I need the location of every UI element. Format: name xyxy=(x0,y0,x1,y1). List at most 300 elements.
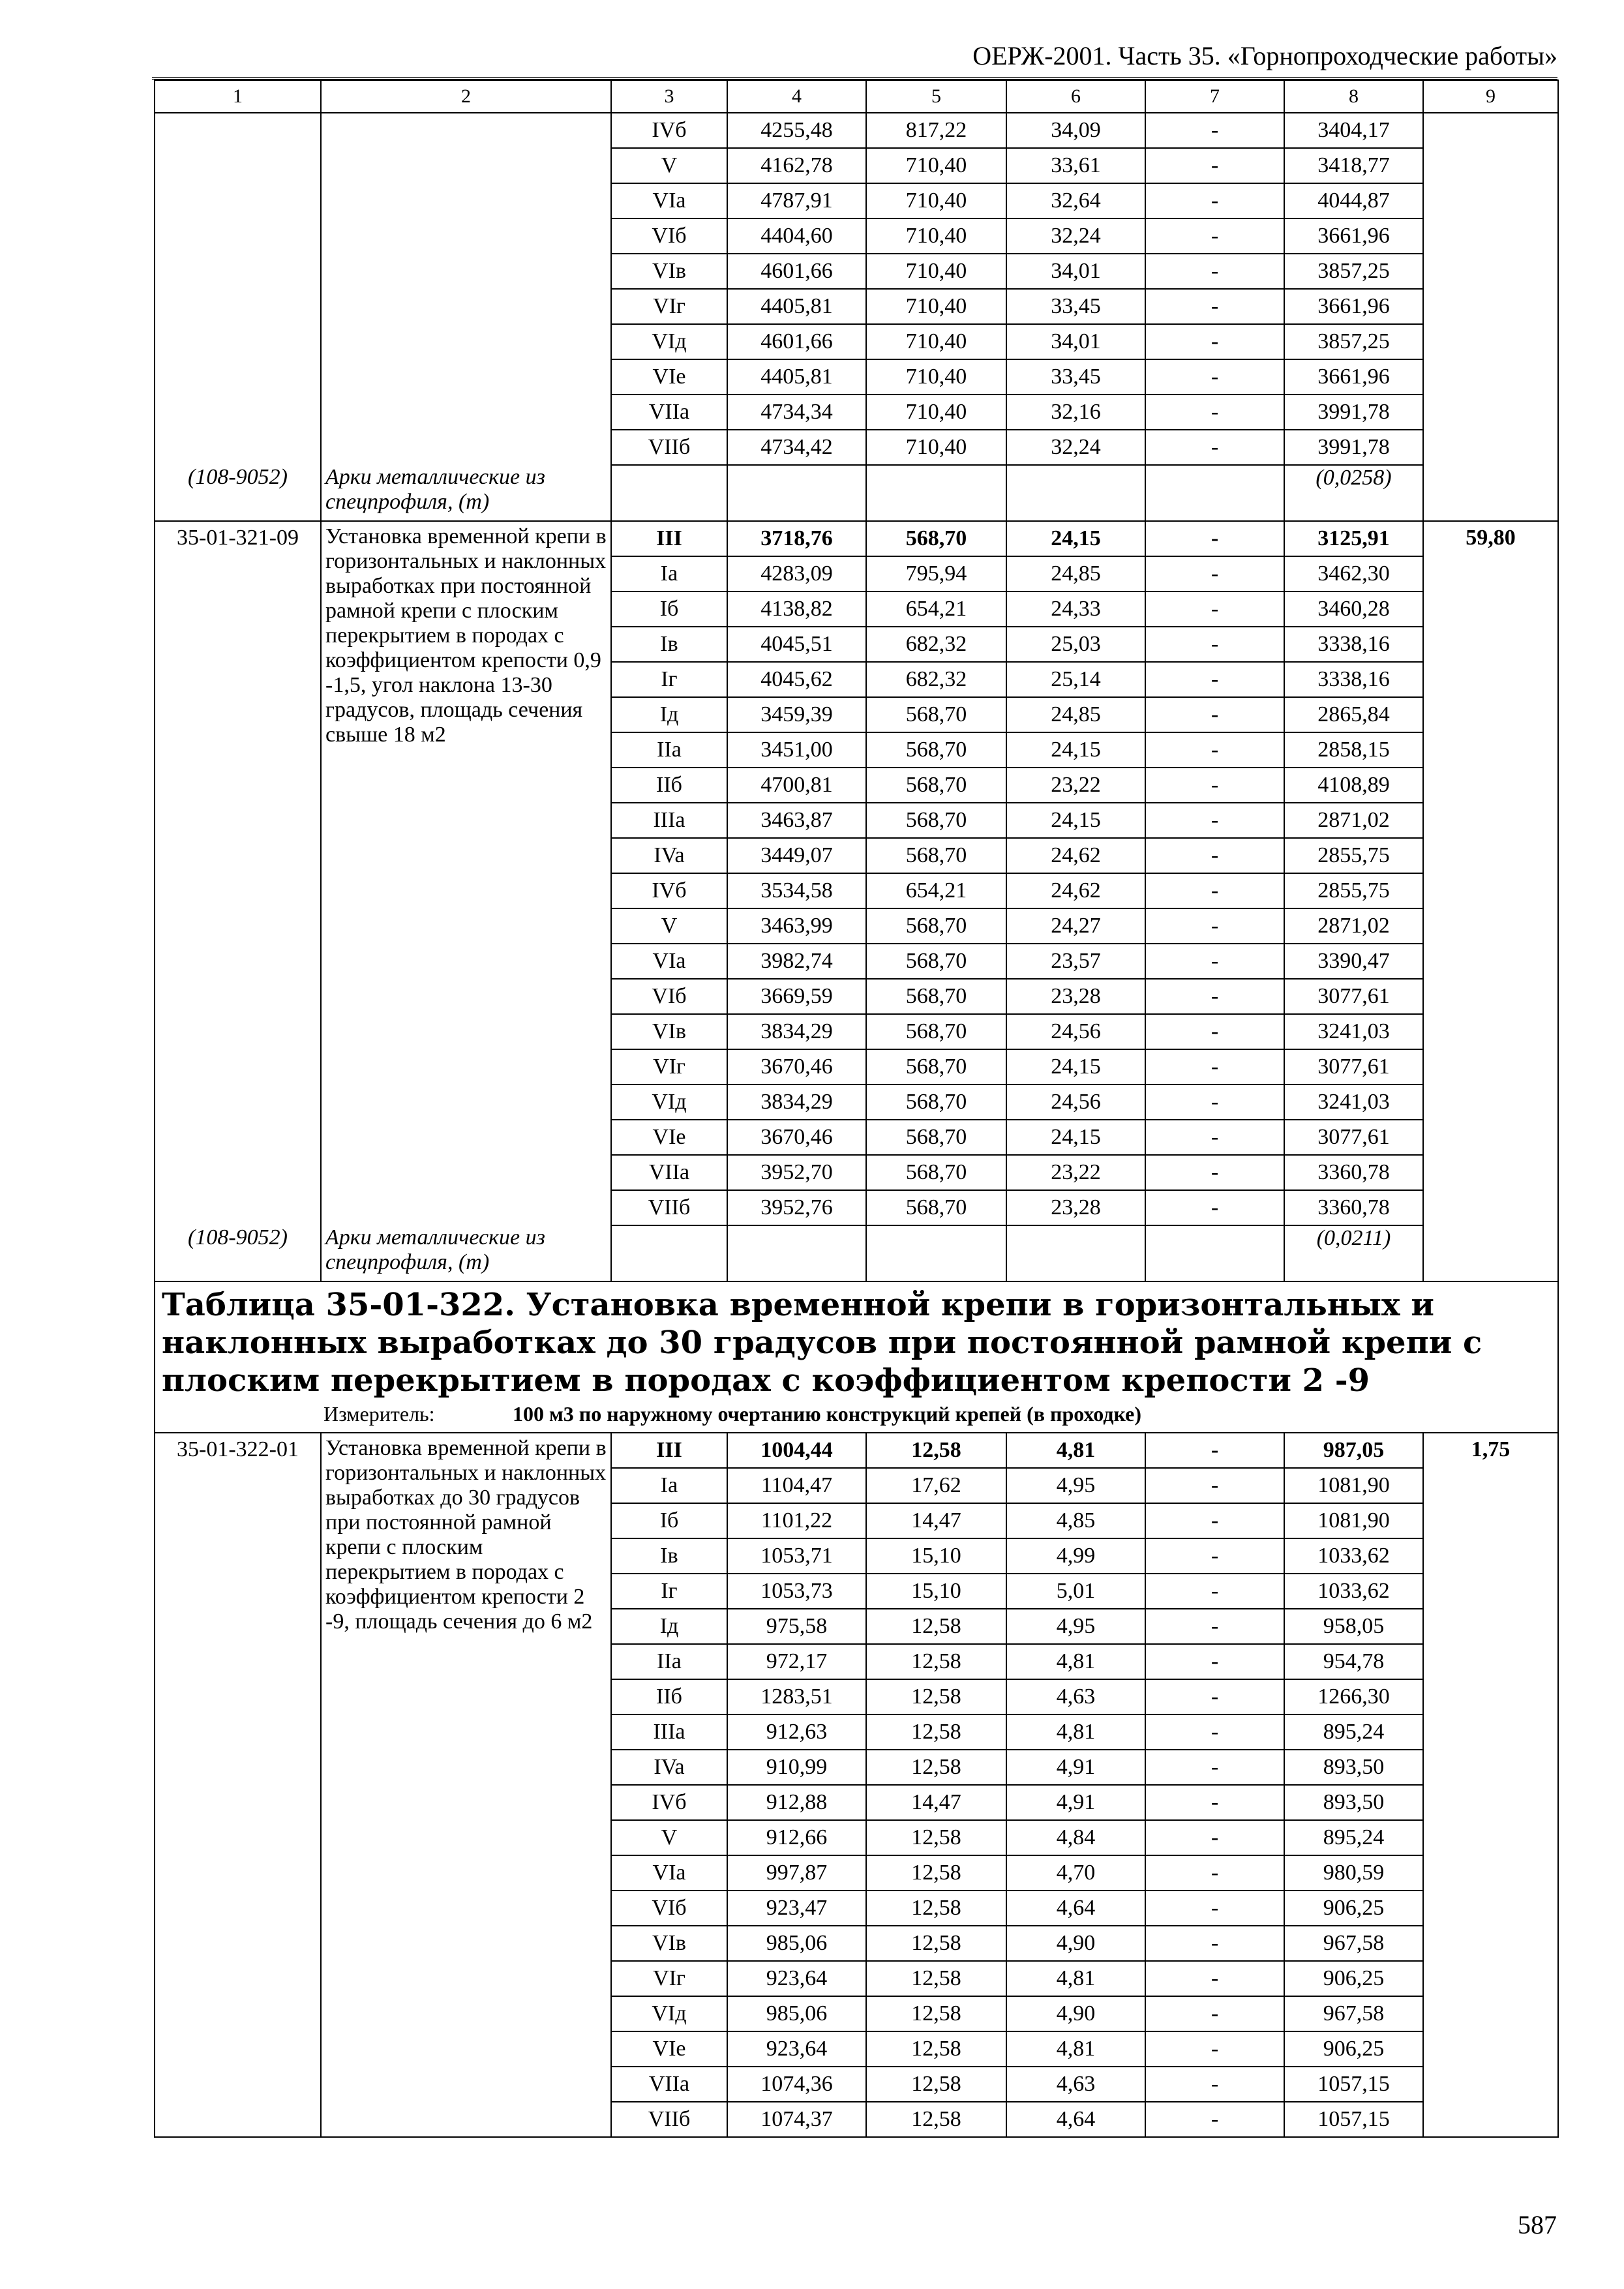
table-cell: 4787,91 xyxy=(727,183,866,218)
table-cell: - xyxy=(1145,1609,1284,1644)
table-cell: 4,81 xyxy=(1006,1644,1145,1679)
column-header: 7 xyxy=(1145,80,1284,113)
table-cell: 1053,71 xyxy=(727,1538,866,1574)
table-cell: - xyxy=(1145,148,1284,183)
table-cell: 4,63 xyxy=(1006,1679,1145,1714)
table-cell: 568,70 xyxy=(866,697,1006,732)
table-cell: 568,70 xyxy=(866,1120,1006,1155)
table-cell: 3982,74 xyxy=(727,944,866,979)
table-cell: 12,58 xyxy=(866,1609,1006,1644)
table-cell: 12,58 xyxy=(866,1961,1006,1996)
table-cell: 954,78 xyxy=(1284,1644,1423,1679)
table-cell: - xyxy=(1145,697,1284,732)
table-cell: 795,94 xyxy=(866,556,1006,591)
table-cell: 4,95 xyxy=(1006,1609,1145,1644)
column-header: 8 xyxy=(1284,80,1423,113)
resource-name: Арки металлические из спецпрофиля, (т) xyxy=(321,1225,611,1281)
table-cell: 4405,81 xyxy=(727,289,866,324)
table-cell: 967,58 xyxy=(1284,1996,1423,2031)
resource-code: (108-9052) xyxy=(155,1225,321,1281)
table-cell: 3125,91 xyxy=(1284,521,1423,556)
column-header: 2 xyxy=(321,80,611,113)
table-cell: 3463,99 xyxy=(727,908,866,944)
table-cell: 710,40 xyxy=(866,218,1006,254)
table-cell: - xyxy=(1145,1679,1284,1714)
table-cell: 4700,81 xyxy=(727,768,866,803)
table-cell: 34,01 xyxy=(1006,254,1145,289)
table-cell: 23,22 xyxy=(1006,1155,1145,1190)
table-cell: - xyxy=(1145,1085,1284,1120)
table-cell: - xyxy=(1145,1468,1284,1503)
table-cell: 32,24 xyxy=(1006,430,1145,465)
table-cell: 17,62 xyxy=(866,1468,1006,1503)
table-cell: 12,58 xyxy=(866,1433,1006,1468)
column-header: 4 xyxy=(727,80,866,113)
table-cell: 1074,37 xyxy=(727,2102,866,2137)
table-cell: VIг xyxy=(611,1961,727,1996)
table-cell: 3670,46 xyxy=(727,1120,866,1155)
table-cell: 3460,28 xyxy=(1284,591,1423,627)
table-cell: IIIa xyxy=(611,1714,727,1750)
name-cell xyxy=(321,113,611,465)
column-header: 1 xyxy=(155,80,321,113)
table-cell: - xyxy=(1145,2102,1284,2137)
table-cell: 568,70 xyxy=(866,768,1006,803)
table-cell: - xyxy=(1145,662,1284,697)
table-cell: 4,63 xyxy=(1006,2067,1145,2102)
table-cell: VIг xyxy=(611,289,727,324)
table-cell: 985,06 xyxy=(727,1926,866,1961)
table-cell: 710,40 xyxy=(866,148,1006,183)
table-cell: 3338,16 xyxy=(1284,627,1423,662)
table-cell: - xyxy=(1145,2031,1284,2067)
table-cell: IVб xyxy=(611,1785,727,1820)
table-row xyxy=(155,1433,1558,1468)
table-cell: VIe xyxy=(611,359,727,395)
table-cell: VIг xyxy=(611,1049,727,1085)
table-cell: VIIa xyxy=(611,1155,727,1190)
table-cell: 710,40 xyxy=(866,254,1006,289)
table-cell: 24,33 xyxy=(1006,591,1145,627)
table-cell: VIд xyxy=(611,1996,727,2031)
table-cell: 912,88 xyxy=(727,1785,866,1820)
resource-row xyxy=(155,465,1558,521)
estimate-table xyxy=(154,80,1559,2138)
resource-row xyxy=(155,1225,1558,1281)
table-cell: 12,58 xyxy=(866,1996,1006,2031)
table-cell: 3952,76 xyxy=(727,1190,866,1225)
table-cell: 906,25 xyxy=(1284,2031,1423,2067)
table-cell: 5,01 xyxy=(1006,1574,1145,1609)
table-cell: - xyxy=(1145,1820,1284,1855)
table-cell: 12,58 xyxy=(866,1891,1006,1926)
empty-cell xyxy=(727,465,866,521)
table-cell: - xyxy=(1145,289,1284,324)
table-cell: - xyxy=(1145,2067,1284,2102)
table-cell: 568,70 xyxy=(866,1014,1006,1049)
col9-cell: 59,80 xyxy=(1423,521,1558,1281)
table-cell: - xyxy=(1145,1155,1284,1190)
table-cell: - xyxy=(1145,1433,1284,1468)
table-cell: 1081,90 xyxy=(1284,1468,1423,1503)
name-cell: Установка временной крепи в горизонтальных и наклонных выработках до 30 градусов при постоянной рамной крепи с плоским перекрытием в породах с коэффициентом крепости 2 -9, площадь сечения до 6 м2 xyxy=(321,1433,611,2137)
table-cell: 34,01 xyxy=(1006,324,1145,359)
table-cell: 33,61 xyxy=(1006,148,1145,183)
table-cell: 4,81 xyxy=(1006,1714,1145,1750)
measure-label: Измеритель: xyxy=(323,1402,435,1426)
code-cell: 35-01-322-01 xyxy=(155,1433,321,2137)
table-cell: 997,87 xyxy=(727,1855,866,1891)
table-cell: III xyxy=(611,1433,727,1468)
table-cell: 895,24 xyxy=(1284,1820,1423,1855)
table-cell: 2855,75 xyxy=(1284,838,1423,873)
table-cell: 4601,66 xyxy=(727,254,866,289)
table-cell: - xyxy=(1145,1996,1284,2031)
table-cell: 4044,87 xyxy=(1284,183,1423,218)
table-cell: 4045,51 xyxy=(727,627,866,662)
table-cell: 568,70 xyxy=(866,908,1006,944)
table-cell: 3404,17 xyxy=(1284,113,1423,148)
table-cell: 2871,02 xyxy=(1284,908,1423,944)
measure-line xyxy=(162,1399,1551,1428)
table-cell: Iд xyxy=(611,1609,727,1644)
table-cell: V xyxy=(611,148,727,183)
table-cell: 3451,00 xyxy=(727,732,866,768)
table-cell: 980,59 xyxy=(1284,1855,1423,1891)
table-cell: V xyxy=(611,908,727,944)
table-cell: - xyxy=(1145,556,1284,591)
table-cell: - xyxy=(1145,1750,1284,1785)
table-cell: 12,58 xyxy=(866,1714,1006,1750)
table-cell: 3857,25 xyxy=(1284,324,1423,359)
table-cell: 568,70 xyxy=(866,1049,1006,1085)
table-cell: Iб xyxy=(611,591,727,627)
table-cell: - xyxy=(1145,591,1284,627)
table-cell: - xyxy=(1145,838,1284,873)
table-cell: 1057,15 xyxy=(1284,2102,1423,2137)
table-cell: 710,40 xyxy=(866,183,1006,218)
table-cell: 3834,29 xyxy=(727,1014,866,1049)
page-header: ОЕРЖ-2001. Часть 35. «Горнопроходческие работы» xyxy=(152,37,1557,80)
table-cell: 4,81 xyxy=(1006,2031,1145,2067)
table-cell: 1074,36 xyxy=(727,2067,866,2102)
table-cell: 906,25 xyxy=(1284,1961,1423,1996)
table-cell: - xyxy=(1145,254,1284,289)
table-cell: VIб xyxy=(611,1891,727,1926)
table-cell: 958,05 xyxy=(1284,1609,1423,1644)
table-cell: 4,81 xyxy=(1006,1433,1145,1468)
table-cell: VIIб xyxy=(611,1190,727,1225)
table-cell: Iг xyxy=(611,662,727,697)
table-cell: - xyxy=(1145,803,1284,838)
table-cell: VIд xyxy=(611,1085,727,1120)
table-cell: 3449,07 xyxy=(727,838,866,873)
table-cell: VIб xyxy=(611,218,727,254)
table-cell: 24,15 xyxy=(1006,1120,1145,1155)
table-cell: 1053,73 xyxy=(727,1574,866,1609)
table-cell: 3463,87 xyxy=(727,803,866,838)
table-cell: 3241,03 xyxy=(1284,1085,1423,1120)
table-cell: 906,25 xyxy=(1284,1891,1423,1926)
column-header: 3 xyxy=(611,80,727,113)
table-cell: VIa xyxy=(611,183,727,218)
table-title: Таблица 35-01-322. Установка временной крепи в горизонтальных и наклонных выработках до 30 градусов при постоянной рамной крепи с плоским перекрытием в породах с коэффициентом крепости 2 -9 xyxy=(162,1287,1482,1399)
table-cell: 4404,60 xyxy=(727,218,866,254)
table-cell: 33,45 xyxy=(1006,359,1145,395)
table-cell: 4108,89 xyxy=(1284,768,1423,803)
table-cell: - xyxy=(1145,1120,1284,1155)
table-cell: 893,50 xyxy=(1284,1750,1423,1785)
table-cell: 24,15 xyxy=(1006,521,1145,556)
table-cell: - xyxy=(1145,768,1284,803)
table-cell: 4,90 xyxy=(1006,1996,1145,2031)
table-cell: 1057,15 xyxy=(1284,2067,1423,2102)
empty-cell xyxy=(1145,465,1284,521)
table-cell: 3077,61 xyxy=(1284,1120,1423,1155)
table-cell: 3390,47 xyxy=(1284,944,1423,979)
table-cell: 3418,77 xyxy=(1284,148,1423,183)
table-cell: - xyxy=(1145,627,1284,662)
resource-name: Арки металлические из спецпрофиля, (т) xyxy=(321,465,611,521)
table-cell: 3459,39 xyxy=(727,697,866,732)
table-cell: VIв xyxy=(611,1014,727,1049)
table-cell: - xyxy=(1145,1049,1284,1085)
table-cell: 568,70 xyxy=(866,1085,1006,1120)
empty-cell xyxy=(1145,1225,1284,1281)
table-cell: 568,70 xyxy=(866,521,1006,556)
table-cell: 32,24 xyxy=(1006,218,1145,254)
empty-cell xyxy=(727,1225,866,1281)
page-number: 587 xyxy=(1518,2210,1557,2239)
empty-cell xyxy=(866,1225,1006,1281)
resource-value: (0,0211) xyxy=(1284,1225,1423,1281)
table-cell: 32,16 xyxy=(1006,395,1145,430)
table-cell: - xyxy=(1145,395,1284,430)
col9-cell xyxy=(1423,113,1558,521)
table-cell: 23,22 xyxy=(1006,768,1145,803)
table-cell: 2855,75 xyxy=(1284,873,1423,908)
table-cell: IVa xyxy=(611,838,727,873)
table-cell: - xyxy=(1145,430,1284,465)
table-cell: 817,22 xyxy=(866,113,1006,148)
table-cell: - xyxy=(1145,1644,1284,1679)
table-cell: 4601,66 xyxy=(727,324,866,359)
table-cell: - xyxy=(1145,324,1284,359)
column-header-row xyxy=(155,80,1558,113)
code-cell xyxy=(155,113,321,465)
table-cell: - xyxy=(1145,1891,1284,1926)
table-cell: 710,40 xyxy=(866,289,1006,324)
table-cell: VIe xyxy=(611,1120,727,1155)
resource-value: (0,0258) xyxy=(1284,465,1423,521)
table-cell: 3718,76 xyxy=(727,521,866,556)
table-cell: 3077,61 xyxy=(1284,979,1423,1014)
table-cell: 24,85 xyxy=(1006,697,1145,732)
table-cell: 923,64 xyxy=(727,2031,866,2067)
table-cell: 4255,48 xyxy=(727,113,866,148)
table-cell: 3534,58 xyxy=(727,873,866,908)
table-cell: 3661,96 xyxy=(1284,359,1423,395)
table-cell: VIIб xyxy=(611,2102,727,2137)
table-cell: VIIб xyxy=(611,430,727,465)
table-cell: 2858,15 xyxy=(1284,732,1423,768)
table-cell: 3661,96 xyxy=(1284,289,1423,324)
table-cell: 4,91 xyxy=(1006,1785,1145,1820)
table-cell: IIa xyxy=(611,1644,727,1679)
table-cell: - xyxy=(1145,113,1284,148)
table-cell: 912,66 xyxy=(727,1820,866,1855)
table-cell: - xyxy=(1145,979,1284,1014)
table-cell: 25,14 xyxy=(1006,662,1145,697)
table-cell: IIIa xyxy=(611,803,727,838)
table-cell: 3661,96 xyxy=(1284,218,1423,254)
table-cell: 1104,47 xyxy=(727,1468,866,1503)
table-cell: 3077,61 xyxy=(1284,1049,1423,1085)
table-cell: 4,95 xyxy=(1006,1468,1145,1503)
table-cell: - xyxy=(1145,1538,1284,1574)
table-cell: 23,28 xyxy=(1006,979,1145,1014)
table-row xyxy=(155,113,1558,148)
table-cell: - xyxy=(1145,1503,1284,1538)
table-cell: - xyxy=(1145,218,1284,254)
table-cell: - xyxy=(1145,944,1284,979)
measure-value: 100 м3 по наружному очертанию конструкций крепей (в проходке) xyxy=(513,1402,1142,1426)
table-cell: 912,63 xyxy=(727,1714,866,1750)
table-cell: IIa xyxy=(611,732,727,768)
table-cell: - xyxy=(1145,1926,1284,1961)
table-cell: 568,70 xyxy=(866,1155,1006,1190)
table-cell: - xyxy=(1145,1574,1284,1609)
table-cell: - xyxy=(1145,732,1284,768)
table-body xyxy=(155,80,1558,2137)
table-cell: V xyxy=(611,1820,727,1855)
table-cell: - xyxy=(1145,1014,1284,1049)
table-cell: 893,50 xyxy=(1284,1785,1423,1820)
table-cell: 682,32 xyxy=(866,627,1006,662)
column-header: 6 xyxy=(1006,80,1145,113)
table-cell: 568,70 xyxy=(866,979,1006,1014)
table-cell: - xyxy=(1145,359,1284,395)
table-cell: 3462,30 xyxy=(1284,556,1423,591)
table-cell: Iб xyxy=(611,1503,727,1538)
table-cell: 2871,02 xyxy=(1284,803,1423,838)
table-cell: 4045,62 xyxy=(727,662,866,697)
table-cell: 24,56 xyxy=(1006,1085,1145,1120)
table-cell: Ia xyxy=(611,1468,727,1503)
table-cell: VIд xyxy=(611,324,727,359)
table-cell: - xyxy=(1145,908,1284,944)
empty-cell xyxy=(1006,1225,1145,1281)
table-cell: - xyxy=(1145,1714,1284,1750)
table-cell: VIa xyxy=(611,1855,727,1891)
table-cell: 710,40 xyxy=(866,430,1006,465)
table-cell: VIIa xyxy=(611,2067,727,2102)
table-cell: VIв xyxy=(611,1926,727,1961)
table-cell: 3834,29 xyxy=(727,1085,866,1120)
table-cell: 985,06 xyxy=(727,1996,866,2031)
table-cell: - xyxy=(1145,1785,1284,1820)
table-cell: 654,21 xyxy=(866,873,1006,908)
table-cell: IIб xyxy=(611,768,727,803)
table-cell: 4,99 xyxy=(1006,1538,1145,1574)
table-cell: 568,70 xyxy=(866,838,1006,873)
table-cell: 15,10 xyxy=(866,1574,1006,1609)
table-cell: - xyxy=(1145,1961,1284,1996)
table-cell: - xyxy=(1145,521,1284,556)
table-cell: 1266,30 xyxy=(1284,1679,1423,1714)
table-cell: 4,70 xyxy=(1006,1855,1145,1891)
table-cell: 3360,78 xyxy=(1284,1155,1423,1190)
table-cell: 12,58 xyxy=(866,1679,1006,1714)
table-cell: 1004,44 xyxy=(727,1433,866,1468)
table-cell: 14,47 xyxy=(866,1785,1006,1820)
table-cell: 12,58 xyxy=(866,1750,1006,1785)
table-cell: 15,10 xyxy=(866,1538,1006,1574)
table-cell: 3360,78 xyxy=(1284,1190,1423,1225)
table-cell: Ia xyxy=(611,556,727,591)
table-cell: 3857,25 xyxy=(1284,254,1423,289)
table-cell: 4,64 xyxy=(1006,1891,1145,1926)
table-cell: 967,58 xyxy=(1284,1926,1423,1961)
table-cell: 4,64 xyxy=(1006,2102,1145,2137)
table-cell: 3241,03 xyxy=(1284,1014,1423,1049)
table-cell: 4,90 xyxy=(1006,1926,1145,1961)
table-cell: 4,84 xyxy=(1006,1820,1145,1855)
table-cell: 24,85 xyxy=(1006,556,1145,591)
table-cell: 23,57 xyxy=(1006,944,1145,979)
table-cell: - xyxy=(1145,183,1284,218)
table-cell: 12,58 xyxy=(866,1855,1006,1891)
table-cell: 4162,78 xyxy=(727,148,866,183)
table-cell: 24,62 xyxy=(1006,873,1145,908)
table-cell: 1081,90 xyxy=(1284,1503,1423,1538)
table-cell: 710,40 xyxy=(866,324,1006,359)
name-cell: Установка временной крепи в горизонтальных и наклонных выработках при постоянной рамной крепи с плоским перекрытием в породах с коэффициентом крепости 0,9 -1,5, угол наклона 13-30 градусов, площадь сечения свыше 18 м2 xyxy=(321,521,611,1225)
column-header: 5 xyxy=(866,80,1006,113)
table-row xyxy=(155,521,1558,556)
empty-cell xyxy=(611,465,727,521)
table-cell: III xyxy=(611,521,727,556)
table-cell: 3670,46 xyxy=(727,1049,866,1085)
table-cell: 1283,51 xyxy=(727,1679,866,1714)
table-cell: 3991,78 xyxy=(1284,430,1423,465)
table-cell: - xyxy=(1145,1190,1284,1225)
table-cell: Iг xyxy=(611,1574,727,1609)
table-cell: 4405,81 xyxy=(727,359,866,395)
table-cell: 1033,62 xyxy=(1284,1574,1423,1609)
table-cell: 3669,59 xyxy=(727,979,866,1014)
table-cell: IVб xyxy=(611,113,727,148)
code-cell: 35-01-321-09 xyxy=(155,521,321,1225)
table-cell: - xyxy=(1145,1855,1284,1891)
table-cell: 12,58 xyxy=(866,2067,1006,2102)
table-cell: 4734,34 xyxy=(727,395,866,430)
table-cell: 32,64 xyxy=(1006,183,1145,218)
table-cell: 923,64 xyxy=(727,1961,866,1996)
table-cell: 3952,70 xyxy=(727,1155,866,1190)
table-cell: 4,91 xyxy=(1006,1750,1145,1785)
table-cell: 4283,09 xyxy=(727,556,866,591)
table-cell: 23,28 xyxy=(1006,1190,1145,1225)
table-cell: 24,27 xyxy=(1006,908,1145,944)
table-cell: 1101,22 xyxy=(727,1503,866,1538)
table-cell: IIб xyxy=(611,1679,727,1714)
table-cell: 12,58 xyxy=(866,2102,1006,2137)
table-cell: 568,70 xyxy=(866,803,1006,838)
empty-cell xyxy=(1006,465,1145,521)
table-cell: IVa xyxy=(611,1750,727,1785)
table-cell: 14,47 xyxy=(866,1503,1006,1538)
